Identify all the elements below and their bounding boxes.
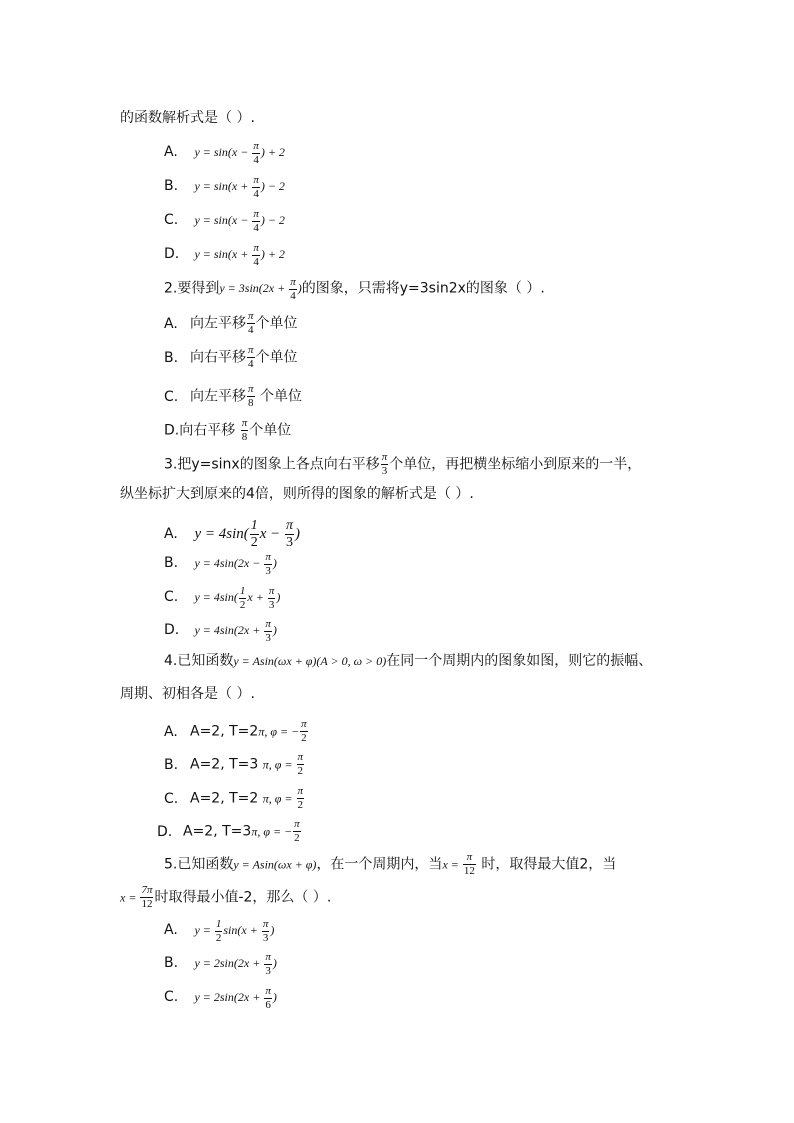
- q4-option-b: B. A=2, T=3 π, φ = $\frac{\pi}{2}$: [164, 751, 304, 777]
- q3-stem-line1: 3.把y=sinx的图象上各点向右平移 $\frac{\pi}{3}$ 个单位，再把横坐标缩小到原来的一半，: [164, 451, 642, 477]
- q2-option-c: C. 向左平移 $\frac{\pi}{8}$ 个单位: [164, 383, 302, 409]
- q3-option-a: A. y = 4sin( $\frac{1}{2}$ x − $\frac{\pi}{3}$ ): [164, 518, 301, 550]
- q1-stem-tail: 的函数解析式是（ ）.: [120, 110, 255, 126]
- q2-option-b: B. 向右平移 $\frac{\pi}{4}$ 个单位: [164, 344, 298, 370]
- q5-stem-line2: x = $\frac{7\pi}{12}$ 时取得最小值-2，那么（ ）.: [120, 884, 332, 910]
- q5-stem-line1: 5.已知函数y = Asin(ωx + φ)，在一个周期内，当x = $\frac{\pi}{12}$ 时，取得最大值2，当: [164, 851, 617, 877]
- q3-option-d: D. y = 4sin(2x + $\frac{\pi}{3}$ ): [164, 618, 277, 644]
- q5-option-a: A. y = $\frac{1}{2}$ sin(x + $\frac{\pi}{3}$ ): [164, 918, 275, 944]
- q4-option-c: C. A=2, T=2 π, φ = $\frac{\pi}{2}$: [164, 785, 304, 811]
- q1-option-a: A. y = sin(x − $\frac{\pi}{4}$ ) + 2: [164, 140, 285, 166]
- q4-option-a: A. A=2, T=2π, φ = − $\frac{\pi}{2}$: [164, 718, 307, 744]
- q4-stem-line1: 4.已知函数y = Asin(ωx + φ)(A > 0, ω > 0)在同一个周期内的图象如图，则它的振幅、: [164, 653, 653, 669]
- q3-option-b: B. y = 4sin(2x − $\frac{\pi}{3}$ ): [164, 551, 277, 577]
- q2-option-a: A. 向左平移 $\frac{\pi}{4}$ 个单位: [164, 310, 298, 336]
- q4-stem-line2: 周期、初相各是（ ）.: [120, 686, 255, 702]
- q3-option-c: C. y = 4sin( $\frac{1}{2}$ x + $\frac{\pi}{3}$ ): [164, 585, 281, 611]
- q5-option-b: B. y = 2sin(2x + $\frac{\pi}{3}$ ): [164, 951, 277, 977]
- q2-option-d: D.向右平移 $\frac{\pi}{8}$ 个单位: [164, 417, 292, 443]
- q1-option-c: C. y = sin(x − $\frac{\pi}{4}$ ) − 2: [164, 208, 285, 234]
- q3-stem-line2: 纵坐标扩大到原来的4倍，则所得的图象的解析式是（ ）.: [120, 486, 474, 502]
- q1-option-d: D. y = sin(x + $\frac{\pi}{4}$ ) + 2: [164, 242, 285, 268]
- q5-option-c: C. y = 2sin(2x + $\frac{\pi}{6}$ ): [164, 985, 277, 1011]
- q4-option-d: D. A=2, T=3π, φ = − $\frac{\pi}{2}$: [157, 818, 300, 844]
- q1-option-b: B. y = sin(x + $\frac{\pi}{4}$ ) − 2: [164, 174, 285, 200]
- q2-stem: 2.要得到y = 3sin(2x + $\frac{\pi}{4}$ )的图象，只需将y=3sin2x的图象（ ）.: [164, 276, 545, 302]
